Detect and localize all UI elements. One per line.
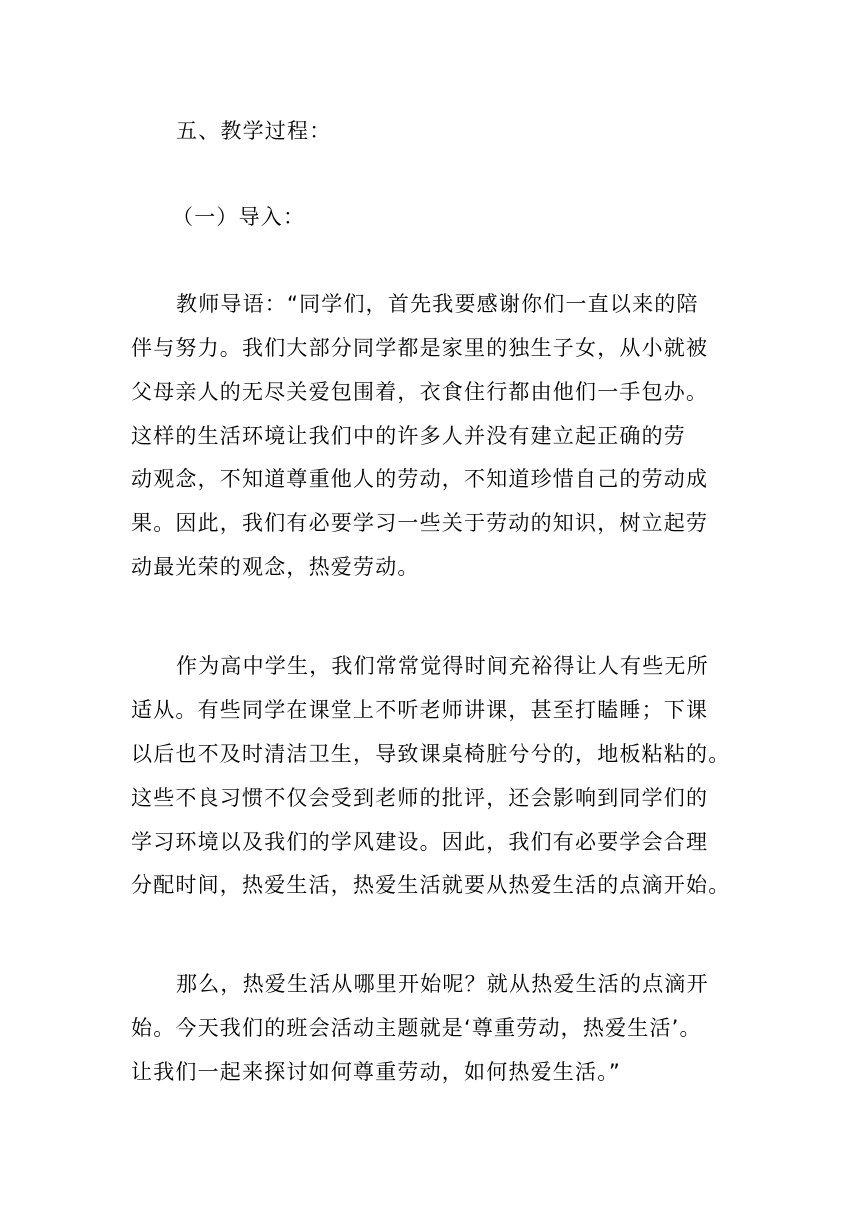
paragraph-line: 动最光荣的观念，热爱劳动。 (131, 555, 420, 579)
paragraph-line: 让我们一起来探讨如何尊重劳动，如何热爱生活。” (131, 1060, 621, 1084)
paragraph-line: 这些不良习惯不仅会受到老师的批评，还会影响到同学们的 (131, 786, 709, 810)
paragraph-line: 以后也不及时清洁卫生，导致课桌椅脏兮兮的，地板粘粘的。 (131, 742, 731, 766)
section-heading: 五、教学过程： (176, 119, 332, 143)
paragraph-line: 动观念，不知道尊重他人的劳动，不知道珍惜自己的劳动成 (131, 467, 709, 491)
paragraph-line: 父母亲人的无尽关爱包围着，衣食住行都由他们一手包办。 (131, 380, 709, 404)
paragraph-line: 这样的生活环境让我们中的许多人并没有建立起正确的劳 (131, 424, 686, 448)
sub-heading: （一）导入： (172, 205, 306, 229)
paragraph-line: 始。今天我们的班会活动主题就是‘尊重劳动，热爱生活’。 (131, 1016, 702, 1040)
paragraph-line: 那么，热爱生活从哪里开始呢？就从热爱生活的点滴开 (176, 972, 709, 996)
paragraph-line: 适从。有些同学在课堂上不听老师讲课，甚至打瞌睡；下课 (131, 698, 709, 722)
paragraph-line: 果。因此，我们有必要学习一些关于劳动的知识，树立起劳 (131, 511, 709, 535)
paragraph-line: 分配时间，热爱生活，热爱生活就要从热爱生活的点滴开始。 (131, 873, 731, 897)
paragraph-line: 伴与努力。我们大部分同学都是家里的独生子女，从小就被 (131, 336, 709, 360)
paragraph-line: 教师导语：“同学们，首先我要感谢你们一直以来的陪 (176, 292, 699, 316)
paragraph-line: 作为高中学生，我们常常觉得时间充裕得让人有些无所 (176, 654, 709, 678)
paragraph-line: 学习环境以及我们的学风建设。因此，我们有必要学会合理 (131, 830, 709, 854)
